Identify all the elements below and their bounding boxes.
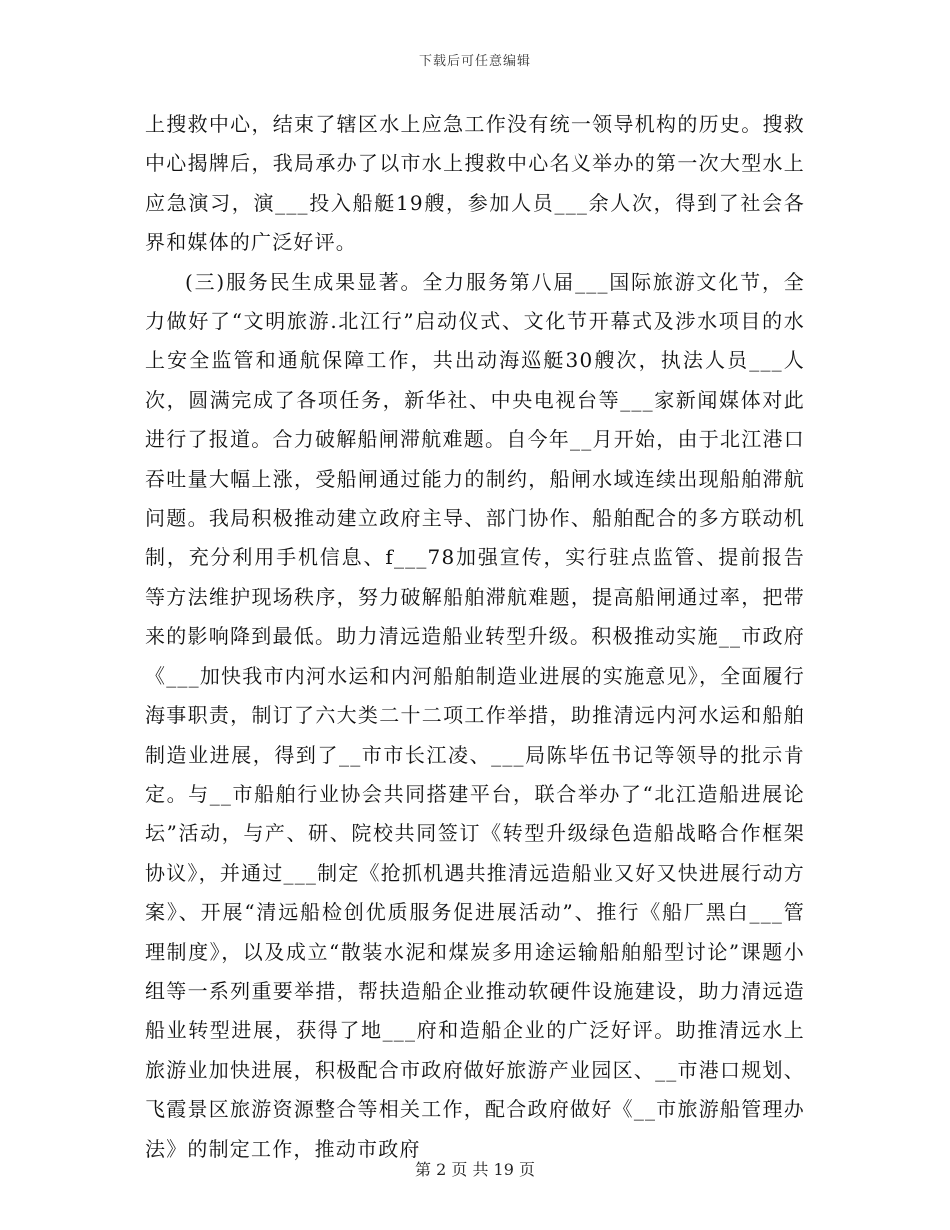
page-number: 第 2 页 共 19 页 [415,1160,535,1179]
paragraph-section-three: (三)服务民生成果显著。全力服务第八届___国际旅游文化节，全力做好了“文明旅游.北江行”启动仪式、文化节开幕式及涉水项目的水上安全监管和通航保障工作，共出动海巡艇30艘次，执法人员___人次，圆满完成了各项任务，新华社、中央电视台等___家新闻媒体对此进行了报道。合力破解船闸滞航难题。自今年__月开始，由于北江港口吞吐量大幅上涨，受船闸通过能力的制约，船闸水域连续出现船舶滞航问题。我局积极推动建立政府主导、部门协作、船舶配合的多方联动机制，充分利用手机信息、f___78加强宣传，实行驻点监管、提前报告等方法维护现场秩序，努力破解船舶滞航难题，提高船闸通过率，把带来的影响降到最低。助力清远造船业转型升级。积极推动实施__市政府《___加快我市内河水运和内河船舶制造业进展的实施意见》，全面履行海事职责，制订了六大类二十二项工作举措，助推清远内河水运和船舶制造业进展，得到了__市市长江凌、___局陈毕伍书记等领导的批示肯定。与__市船舶行业协会共同搭建平台，联合举办了“北江造船进展论坛”活动，与产、研、院校共同签订《转型升级绿色造船战略合作框架协议》，并通过___制定《抢抓机遇共推清远造船业又好又快进展行动方案》、开展“清远船检创优质服务促进展活动”、推行《船厂黑白___管理制度》，以及成立“散装水泥和煤炭多用途运输船舶船型讨论”课题小组等一系列重要举措，帮扶造船企业推动软硬件设施建设，助力清远造船业转型进展，获得了地___府和造船企业的广泛好评。助推清远水上旅游业加快进展，积极配合市政府做好旅游产业园区、__市港口规划、飞霞景区旅游资源整合等相关工作，配合政府做好《__市旅游船管理办法》的制定工作，推动市政府 [145,269,805,1161]
page-header: 下载后可任意编辑 [418,54,531,69]
document-body [145,105,805,1169]
paragraph-continuation: 上搜救中心，结束了辖区水上应急工作没有统一领导机构的历史。搜救中心揭牌后，我局承办了以市水上搜救中心名义举办的第一次大型水上应急演习，演___投入船艇19艘，参加人员___余人次，得到了社会各界和媒体的广泛好评。 [145,112,805,255]
